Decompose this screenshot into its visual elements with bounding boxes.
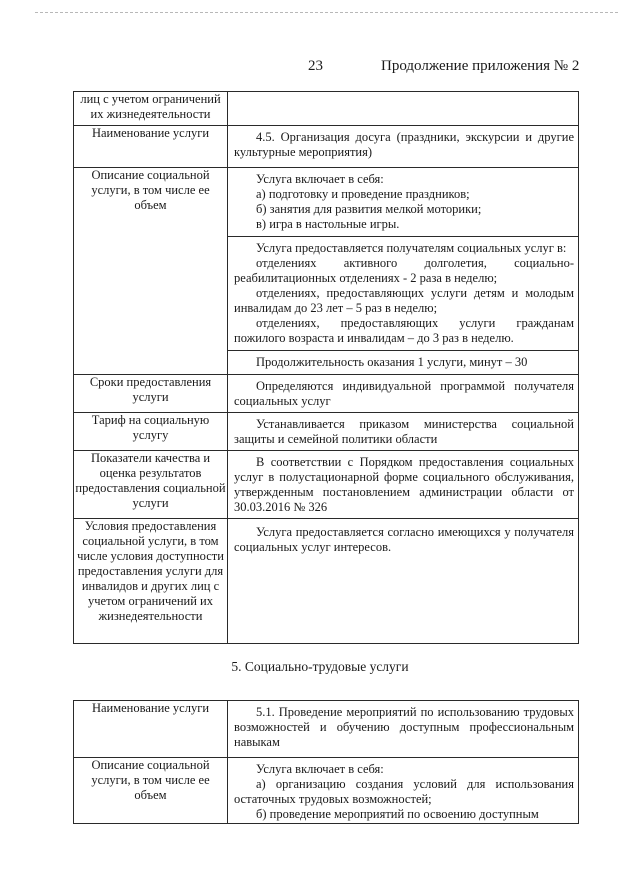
row-value	[228, 168, 579, 375]
row-value	[228, 126, 579, 168]
list-item: отделениях, предоставляющих услуги детям и молодым инвалидам до 23 лет – 5 раз в неделю;	[234, 286, 574, 315]
list-item: а) организацию создания условий для использования остаточных трудовых возможностей;	[234, 777, 574, 806]
row-label: Описание социальной услуги, в том числе ее объем	[74, 168, 228, 375]
row-label: лиц с учетом ограничений их жизнедеятельности	[74, 92, 228, 126]
list-item: б) проведение мероприятий по освоению доступным	[256, 807, 539, 821]
row-value	[228, 701, 579, 758]
list-item: а) подготовку и проведение праздников;	[256, 187, 470, 201]
row-label: Наименование услуги	[74, 126, 228, 168]
list-item: в) игра в настольные игры.	[256, 217, 400, 231]
provision-intro: Услуга предоставляется получателям социальных услуг в:	[256, 241, 567, 255]
includes-block	[228, 168, 578, 236]
list-item: отделениях активного долголетия, социально-реабилитационных отделениях - 2 раза в неделю;	[234, 256, 574, 285]
table-row	[74, 519, 579, 644]
row-label: Показатели качества и оценка результатов предоставления социальной услуги	[74, 451, 228, 519]
service-table-5-1	[73, 700, 579, 824]
includes-title: Услуга включает в себя:	[256, 172, 384, 186]
row-value	[228, 519, 579, 644]
appendix-continuation: Продолжение приложения № 2	[381, 58, 580, 74]
quality-text: В соответствии с Порядком предоставления социальных услуг в полустационарной форме социального обслуживания, утвержденным постановлением администрации области от 30.03.2016 № 326	[234, 455, 574, 514]
section-title: 5. Социально-трудовые услуги	[231, 659, 409, 674]
includes-title: Услуга включает в себя:	[256, 762, 384, 776]
row-label: Условия предоставления социальной услуги, в том числе условия доступности предоставления услуги для инвалидов и других лиц с учетом ограничений их жизнедеятельности	[74, 519, 228, 644]
table-row	[74, 126, 579, 168]
row-label: Сроки предоставления услуги	[74, 375, 228, 413]
scan-top-edge	[35, 12, 618, 13]
list-item: б) занятия для развития мелкой моторики;	[256, 202, 482, 216]
table-row	[74, 758, 579, 824]
service-table-4-5	[73, 91, 579, 644]
list-item: отделениях, предоставляющих услуги гражданам пожилого возраста и инвалидам – до 3 раз в неделю.	[234, 316, 574, 345]
conditions-text: Услуга предоставляется согласно имеющихся у получателя социальных услуг интересов.	[234, 525, 574, 554]
row-value	[228, 758, 579, 824]
table-row	[74, 168, 579, 375]
table-row	[74, 375, 579, 413]
row-value	[228, 92, 579, 126]
page-number: 23	[308, 58, 323, 74]
row-value	[228, 375, 579, 413]
service-name: 4.5. Организация досуга (праздники, экскурсии и другие культурные мероприятия)	[234, 130, 574, 159]
tariff-text: Устанавливается приказом министерства социальной защиты и семейной политики области	[234, 417, 574, 446]
row-value	[228, 413, 579, 451]
table-row	[74, 701, 579, 758]
row-label: Описание социальной услуги, в том числе ее объем	[74, 758, 228, 824]
includes-block	[228, 758, 578, 823]
table-row	[74, 413, 579, 451]
row-label: Тариф на социальную услугу	[74, 413, 228, 451]
service-name: 5.1. Проведение мероприятий по использованию трудовых возможностей и обучению доступным профессиональным навыкам	[234, 705, 574, 749]
row-label: Наименование услуги	[74, 701, 228, 758]
duration-line: Продолжительность оказания 1 услуги, минут – 30	[228, 350, 578, 374]
table-row	[74, 92, 579, 126]
table-row	[74, 451, 579, 519]
terms-text: Определяются индивидуальной программой получателя социальных услуг	[234, 379, 574, 408]
provision-block	[228, 236, 578, 350]
row-value	[228, 451, 579, 519]
